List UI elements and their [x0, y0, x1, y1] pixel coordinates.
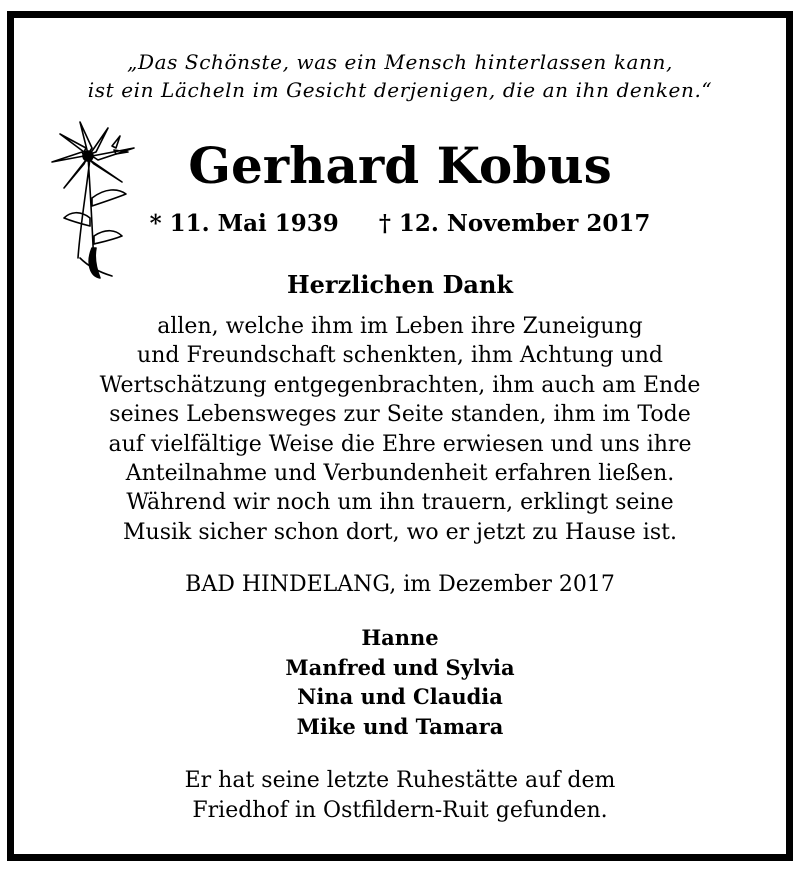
thanks-heading: Herzlichen Dank	[286, 270, 514, 299]
body-line: auf vielfältige Weise die Ehre erwiesen und uns ihre	[108, 431, 692, 457]
signer-name: Mike und Tamara	[296, 713, 504, 739]
body-line: allen, welche ihm im Leben ihre Zuneigung	[157, 314, 643, 339]
resting-line-2: Friedhof in Ostfildern-Ruit gefunden.	[192, 798, 608, 823]
place-and-date: BAD HINDELANG, im Dezember 2017	[185, 572, 615, 597]
body-line: Musik sicher schon dort, wo er jetzt zu Hause ist.	[123, 519, 677, 545]
resting-place-note	[0, 766, 800, 826]
body-line: und Freundschaft schenkten, ihm Achtung und	[137, 343, 663, 369]
body-line: Während wir noch um ihn trauern, erklingt seine	[126, 490, 674, 516]
quote-line-1: „Das Schönste, was ein Mensch hinterlassen kann,	[126, 50, 673, 74]
quote-line-2: ist ein Lächeln im Gesicht derjenigen, die an ihn denken.“	[87, 78, 713, 102]
signers-list	[0, 623, 800, 741]
body-line: Anteilnahme und Verbundenheit erfahren ließen.	[125, 461, 675, 487]
death-date: † 12. November 2017	[378, 210, 651, 237]
birth-date: * 11. Mai 1939	[149, 210, 339, 237]
life-dates	[0, 209, 800, 239]
epigraph-quote	[0, 48, 800, 104]
thanks-body	[0, 312, 800, 547]
resting-line-1: Er hat seine letzte Ruhestätte auf dem	[184, 768, 616, 793]
body-line: seines Lebensweges zur Seite standen, ihm im Tode	[109, 402, 691, 428]
body-line: Wertschätzung entgegenbrachten, ihm auch am Ende	[99, 372, 701, 398]
signer-name: Manfred und Sylvia	[285, 654, 515, 680]
signer-name: Hanne	[361, 625, 439, 650]
signer-name: Nina und Claudia	[297, 684, 503, 709]
deceased-name: Gerhard Kobus	[188, 136, 612, 195]
